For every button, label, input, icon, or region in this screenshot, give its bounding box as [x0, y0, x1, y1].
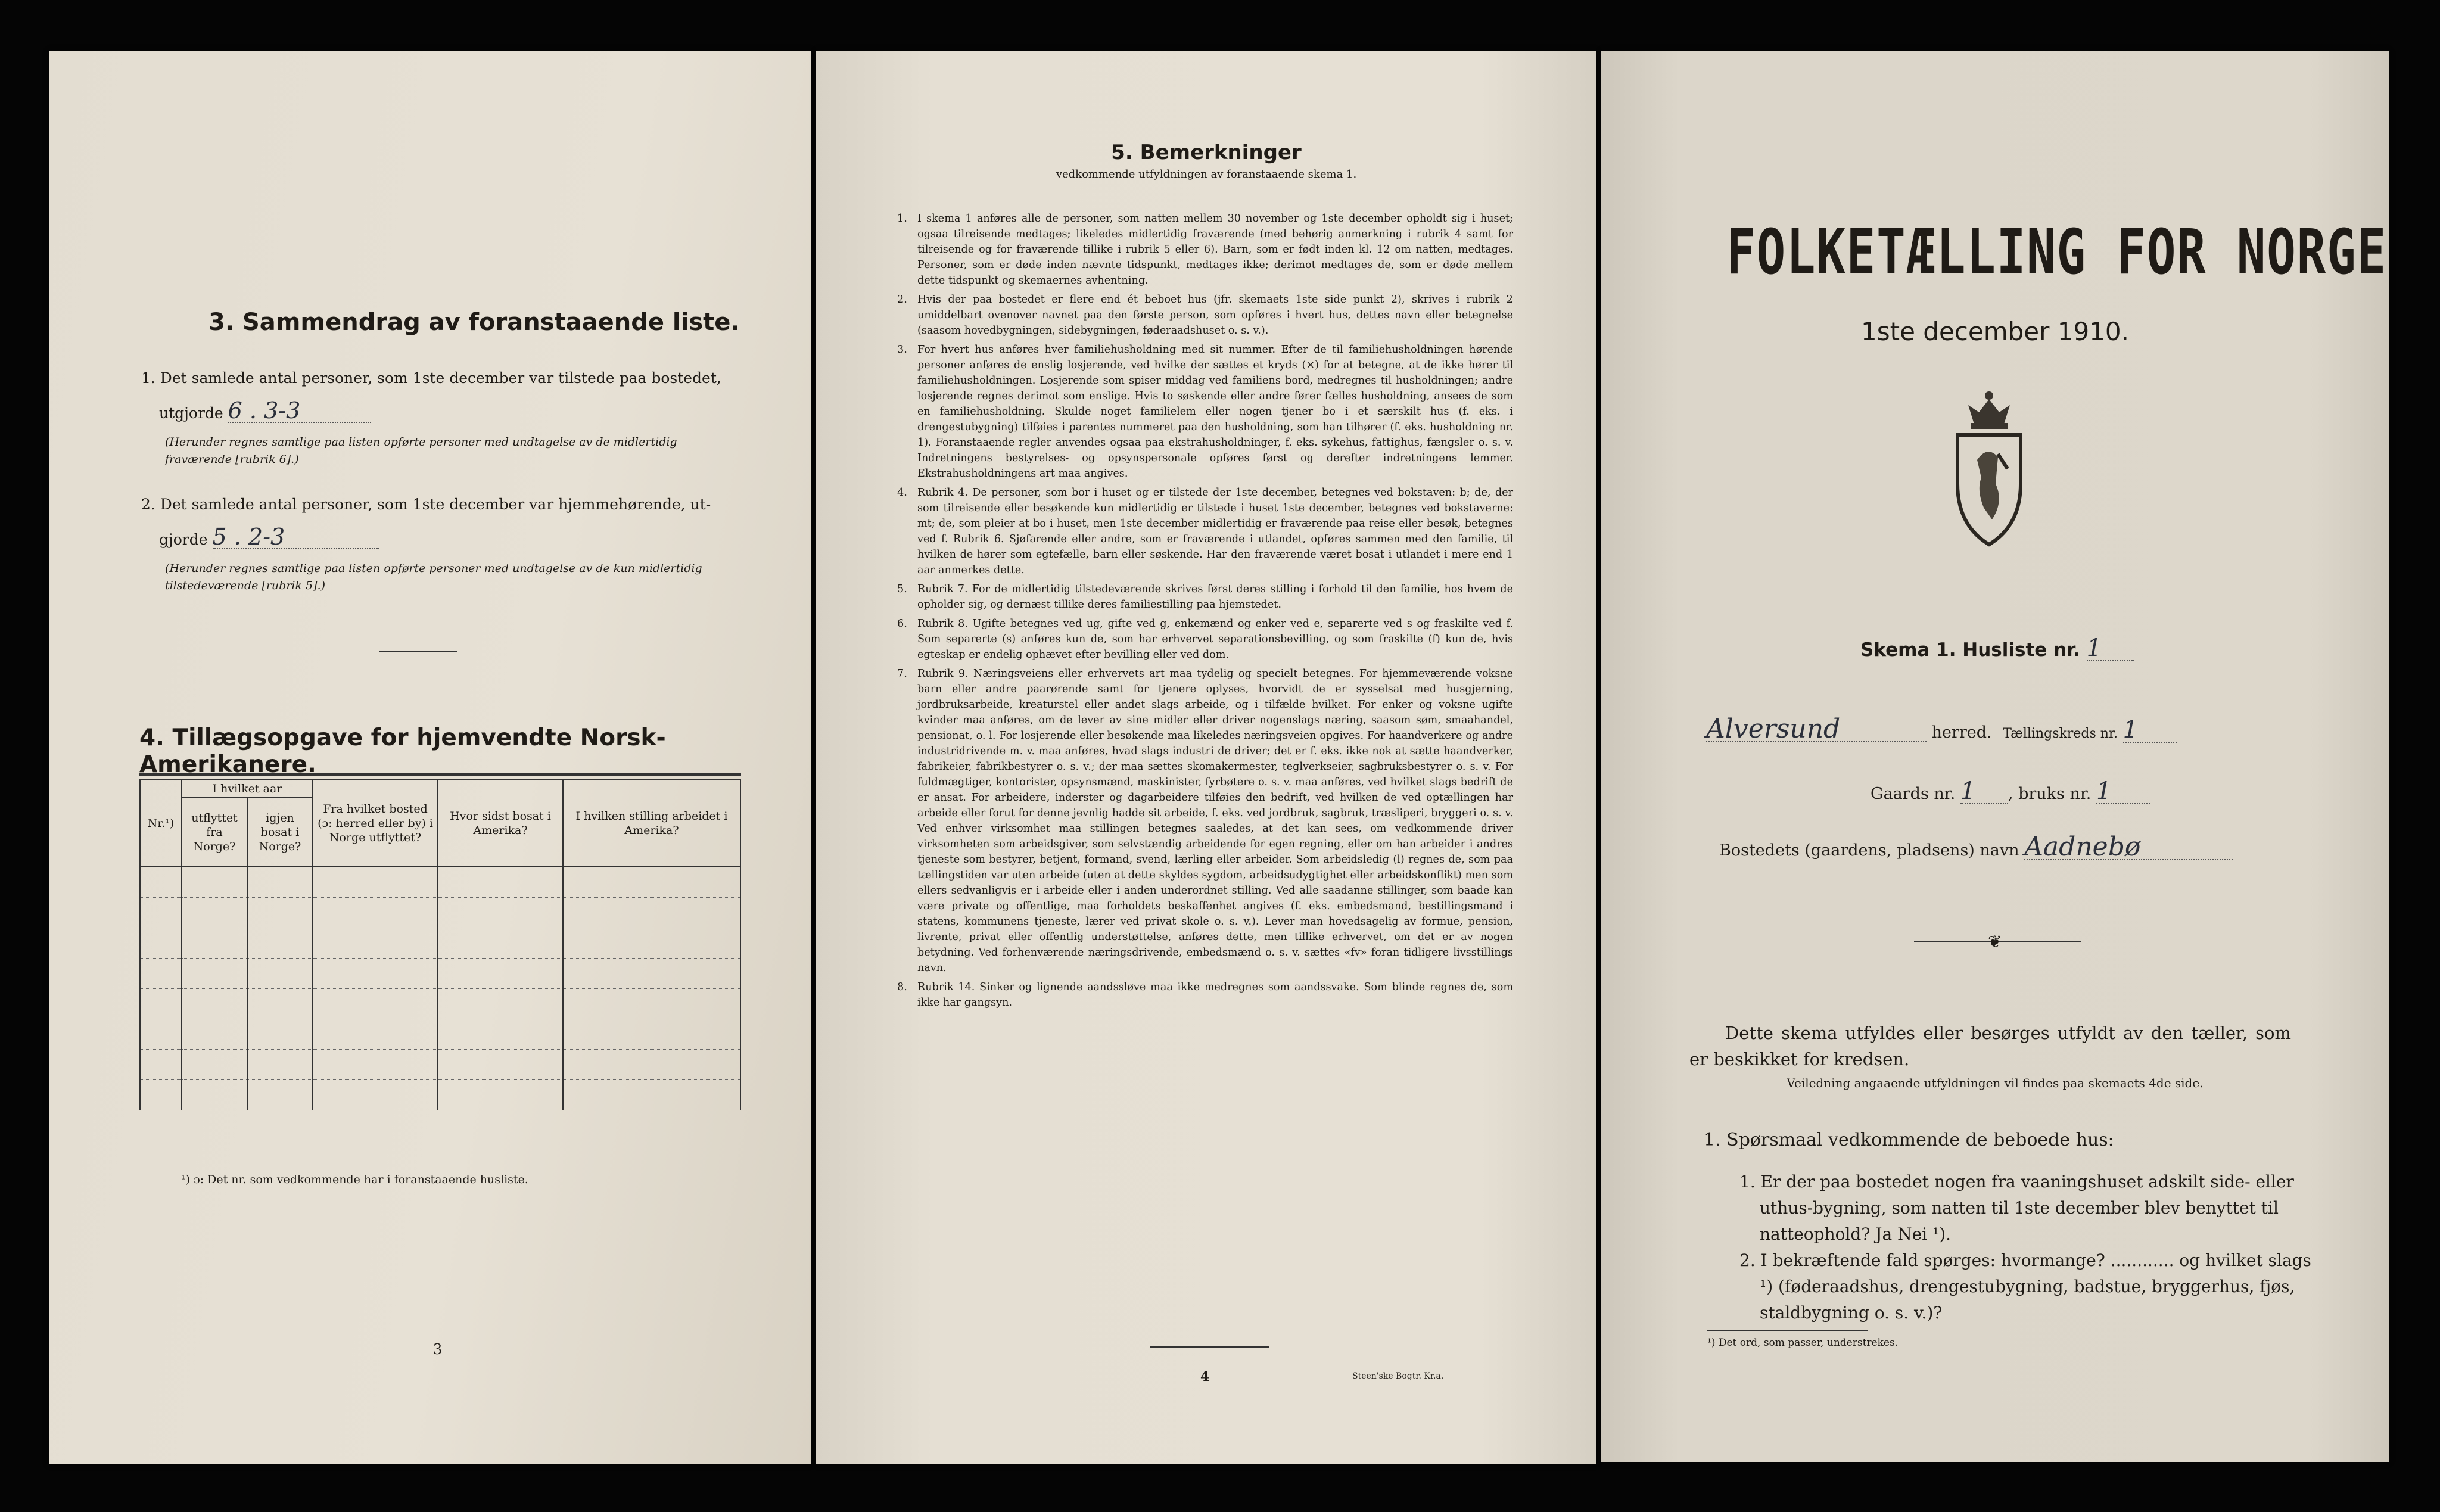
census-date: 1ste december 1910.: [1861, 317, 2129, 346]
question-2: 2. I bekræftende fald spørges: hvormange? ............ og hvilket slags ¹) (føderaadshus, drengestubygning, badstue, bryggerhus, fjøs, staldbygning o. s. v.)?: [1739, 1250, 2311, 1323]
q1-answer: Ja Nei ¹).: [1875, 1224, 1952, 1244]
page-number: 3: [433, 1341, 443, 1358]
section4-title: 4. Tillægsopgave for hjemvendte Norsk-Amerikanere.: [139, 724, 666, 778]
col-amerika: Hvor sidst bosat i Amerika?: [438, 780, 563, 867]
table-row: [140, 1050, 740, 1080]
remark-item: 3. For hvert hus anføres hver familiehusholdning med sit nummer. Efter de til familiehusholdningen hørende personer anføres de enslig losjerende, ved hvilke der sættes et kryds (×) for at betegne, at de ikke hører til familiehusholdningen. Losjerende som spiser middag ved familiens bord, medregnes til husholdningen; andre losjerende regnes derimot som enslige. Hvis to søskende eller andre fører fælles husholdning, ansees de som en familiehusholdning. Skulde noget familielem eller nogen tjener bo i et særskilt hus (f. eks. i drengestubygning) tilføies i parentes nummeret paa den husholdning, som han tilhører (f. eks. husholdning nr. 1). Foranstaaende regler anvendes ogsaa paa ekstrahusholdninger, f. eks. sykehus, fattighus, fængsler o. s. v. Indretningens bestyrelses- og opsynspersonale opføres først og derefter indretningens lemmer. Ekstrahusholdningens art maa angives.: [897, 344, 1513, 480]
skema-label: Skema 1. Husliste nr.: [1860, 639, 2080, 661]
table-row: [140, 867, 740, 898]
col-bosted: Fra hvilket bosted (ɔ: herred eller by) i Norge utflyttet?: [313, 780, 438, 867]
q2-value: 5 . 2-3: [213, 525, 379, 549]
q2-text: 2. Det samlede antal personer, som 1ste december var hjemmehørende, ut-: [141, 496, 711, 513]
remark-item: 7. Rubrik 9. Næringsveiens eller erhvervets art maa tydelig og specielt betegnes. For hjemmeværende voksne barn eller andre paarørende samt for tjenere oplyses, hvorvidt de er sysselsat med husgjerning, jordbruksarbeide, kreaturstel eller andet slags arbeide, og i tilfælde hvilket. For enker og voksne ugifte kvinder maa anføres, om de lever av sine midler eller driver nogenslags næring, saasom søm, smaahandel, pensionat, o. l. For losjerende eller besøkende maa likeledes næringsveien opgives. For haandverkere og andre industridrivende m. v. maa anføres, hvad slags industri de driver; det er f. eks. ikke nok at sætte haandverker, fabrikeier, fabrikbestyrer o. s. v.; der maa sættes skomakermester, teglverkseier, sagbruksbestyrer o. s. v. For fuldmægtiger, kontorister, opsynsmænd, maskinister, fyrbøtere o. s. v. maa anføres, ved hvilket slags bedrift de er ansat. For arbeidere, inderster og dagarbeidere tilføies den bedrift, ved hvilken de ved optællingen har arbeide eller forut for denne jevnlig hadde sit arbeide, f. eks. ved jordbruk, sagbruk, træsliperi, bryggeri o. s. v. Ved enhver virksomhet maa stillingen betegnes saaledes, at det kan sees, om vedkommende driver virksomheten som arbeidsgiver, som selvstændig arbeidende for egen regning, eller om han arbeider i andres tjeneste som bestyrer, betjent, formand, svend, lærling eller arbeider. Som arbeidsledig (l) regnes de, som paa tællingstiden var uten arbeide (uten at dette skyldes sygdom, arbeidsudygtighet eller arbeidskonflikt) men som ellers sedvanligvis er i arbeide eller i anden underordnet stilling. Ved alle saadanne stillinger, som baade kan være private og offentlige, maa forholdets beskaffenhet angives (f. eks. embedsmand, bestillingsmand i statens, kommunens tjeneste, lærer ved privat skole o. s. v.). Lever man hovedsagelig av formue, pension, livrente, privat eller offentlig understøttelse, anføres dette, men tillike erhvervet, om det er av nogen betydning. Ved forhenværende næringsdrivende, embedsmænd o. s. v. sættes «fv» foran tidligere livsstillings navn.: [897, 668, 1513, 974]
main-title: FOLKETÆLLING FOR NORGE: [1726, 216, 2387, 288]
col-nr: Nr.¹): [140, 780, 182, 867]
instruction-small: Veiledning angaaende utfyldningen vil findes paa skemaets 4de side.: [1787, 1076, 2204, 1090]
printer-mark: Steen'ske Bogtr. Kr.a.: [1352, 1371, 1444, 1381]
bosted-row: Bostedets (gaardens, pladsens) navn Aadnebø: [1719, 835, 2233, 863]
gaards-nr: 1: [1960, 779, 2008, 804]
remark-item: 8. Rubrik 14. Sinker og lignende aandssløve maa ikke medregnes som aandssvake. Som blinde regnes de, som ikke har gangsyn.: [897, 981, 1513, 1009]
divider: [379, 651, 457, 652]
col-stilling: I hvilken stilling arbeidet i Amerika?: [563, 780, 740, 867]
norsk-amerikanere-table: [139, 779, 741, 1110]
q2-label: gjorde: [159, 531, 208, 548]
bruks-nr: 1: [2096, 779, 2150, 804]
q1-value: 6 . 3-3: [228, 399, 371, 423]
col-igjen: igjen bosat i Norge?: [247, 798, 313, 867]
remarks-subtitle: vedkommende utfyldningen av foranstaaende skema 1.: [1056, 168, 1357, 181]
skema-row: [1860, 636, 2134, 662]
table-row: [140, 1080, 740, 1110]
herred-row: Alversund herred. Tællingskreds nr. 1: [1706, 717, 2302, 746]
q2-note: (Herunder regnes samtlige paa listen opførte personer med undtagelse av de kun midlertidig tilstedeværende [rubrik 5].): [165, 562, 702, 592]
remark-item: 5. Rubrik 7. For de midlertidig tilstedeværende skrives først deres stilling i forhold til den familie, hos hvem de opholder sig, og dernæst tillike deres familiestilling paa hjemstedet.: [897, 583, 1513, 611]
section4-rule: [139, 773, 741, 776]
page-right: [1601, 51, 2389, 1462]
kreds-nr: 1: [2123, 718, 2177, 743]
table-footnote: ¹) ɔ: Det nr. som vedkommende har i foranstaaende husliste.: [181, 1173, 528, 1186]
q1-label: utgjorde: [159, 405, 223, 422]
remarks-list: [897, 211, 1513, 1014]
remark-item: 2. Hvis der paa bostedet er flere end ét beboet hus (jfr. skemaets 1ste side punkt 2), skrives i rubrik 2 umiddelbart ovenover navnet paa den første person, som opføres i hvert hus, dettes navn eller betegnelse (saasom hovedbygningen, sidebygningen, føderaadshuset o. s. v.).: [897, 294, 1513, 337]
gaards-row: Gaards nr. 1 , bruks nr. 1: [1871, 779, 2150, 806]
q2-row: [159, 525, 379, 551]
col-utflyttet: utflyttet fra Norge?: [182, 798, 247, 867]
q1-note: (Herunder regnes samtlige paa listen opførte personer med undtagelse av de midlertidig fraværende [rubrik 6].): [165, 435, 677, 466]
q1-text: 1. Det samlede antal personer, som 1ste december var tilstede paa bostedet,: [141, 369, 721, 387]
question-1: 1. Er der paa bostedet nogen fra vaaningshuset adskilt side- eller uthus-bygning, som natten til 1ste december blev benyttet til natteophold? Ja Nei ¹).: [1739, 1172, 2294, 1244]
remark-item: 1. I skema 1 anføres alle de personer, som natten mellem 30 november og 1ste december opholdt sig i huset; ogsaa tilreisende medtages; likeledes midlertidig fraværende (med behørig anmerkning i rubrik 4 samt for tilreisende og for fraværende tillike i rubrik 5 eller 6). Barn, som er født inden kl. 12 om natten, medtages. Personer, som er døde inden nævnte tidspunkt, medtages ikke; derimot medtages de, som er døde mellem dette tidspunkt og skemaernes avhentning.: [897, 213, 1513, 287]
section3-title: 3. Sammendrag av foranstaaende liste.: [208, 309, 740, 336]
page3-footnote: ¹) Det ord, som passer, understrekes.: [1707, 1337, 1899, 1349]
remarks-title: 5. Bemerkninger: [1111, 141, 1302, 164]
page-middle: [816, 51, 1596, 1464]
table-row: [140, 959, 740, 989]
husliste-nr: 1: [2087, 636, 2134, 661]
table-row: [140, 898, 740, 928]
page-number: 4: [1200, 1369, 1210, 1385]
footnote-rule: [1707, 1330, 1868, 1331]
remark-item: 4. Rubrik 4. De personer, som bor i huset og er tilstede der 1ste december, betegnes ved bokstaven: b; de, der som tilreisende eller besøkende kun midlertidig er tilstede i huset 1ste december, betegnes ved bokstaverne: mt; de, som pleier at bo i huset, men 1ste december midlertidig er fraværende paa reise eller besøk, betegnes ved f. Rubrik 6. Sjøfarende eller andre, som er fraværende i utlandet, opføres sammen med den familie, til hvilken de hører som egtefælle, barn eller søskende. Har den fraværende været bosat i utlandet i mere end 1 aar anmerkes dette.: [897, 487, 1513, 576]
bosted-value: Aadnebø: [2024, 835, 2233, 860]
remark-item: 6. Rubrik 8. Ugifte betegnes ved ug, gifte ved g, enkemænd og enker ved e, separerte ved s og fraskilte ved f. Som separerte (s) anføres kun de, som har erhvervet separationsbevilling, og som fraskilte (f) kun de, hvis egteskap er endelig ophævet efter bevilling eller ved dom.: [897, 618, 1513, 661]
bottom-rule: [1150, 1346, 1269, 1348]
table-row: [140, 989, 740, 1019]
table-row: [140, 1019, 740, 1050]
ornament-icon: ❦: [1988, 932, 2002, 951]
instruction-text: Dette skema utfyldes eller besørges utfyldt av den tæller, som er beskikket for kredsen.: [1689, 1023, 2291, 1069]
coat-of-arms-icon: [1950, 388, 2028, 549]
col-group-aar: I hvilket aar: [182, 780, 313, 798]
questions-header: 1. Spørsmaal vedkommende de beboede hus:: [1704, 1130, 2114, 1150]
herred-value: Alversund: [1706, 717, 1927, 742]
q1-row: [159, 399, 371, 425]
table-row: [140, 928, 740, 959]
page-left: [49, 51, 811, 1464]
